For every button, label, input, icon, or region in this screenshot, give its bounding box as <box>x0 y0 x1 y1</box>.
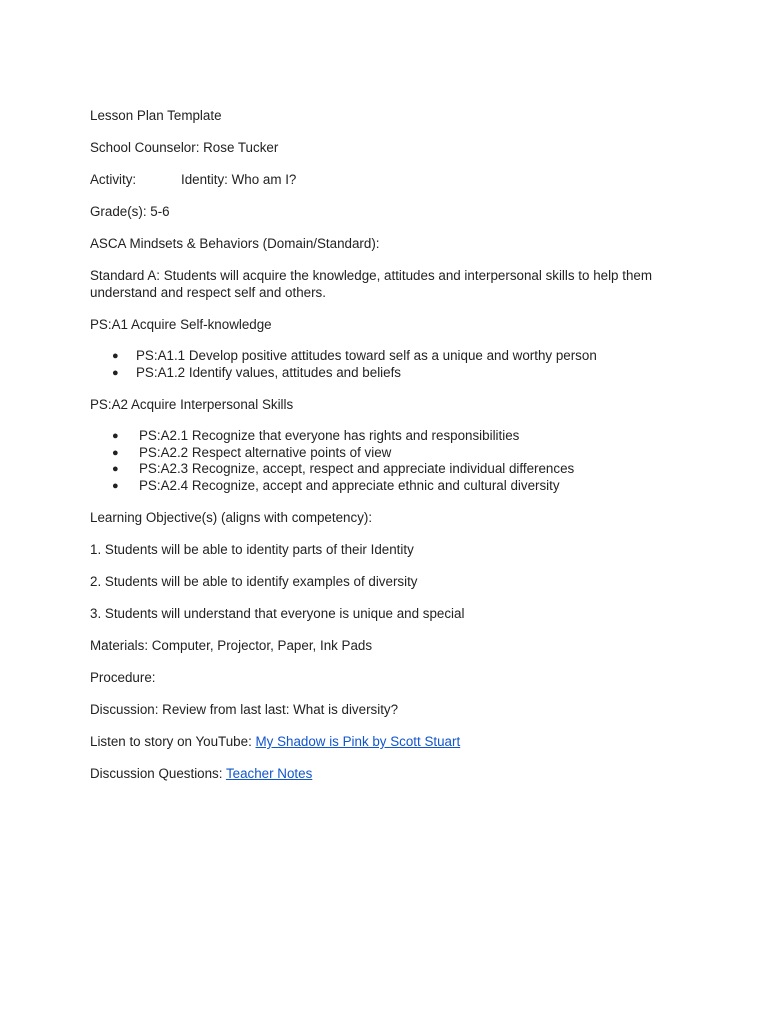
activity-line <box>90 171 690 188</box>
objective-item: 3. Students will understand that everyone is unique and special <box>90 606 465 621</box>
listen-prefix: Listen to story on YouTube: <box>90 734 256 749</box>
grades-line: Grade(s): 5-6 <box>90 204 170 219</box>
list-item-text: PS:A2.4 Recognize, accept and appreciate ethnic and cultural diversity <box>139 477 560 493</box>
standard-a-paragraph: Standard A: Students will acquire the knowledge, attitudes and interpersonal skills to help them understand and respect self and others. <box>90 268 652 300</box>
youtube-story-link[interactable]: My Shadow is Pink by Scott Stuart <box>255 734 461 749</box>
document-title: Lesson Plan Template <box>90 108 222 123</box>
list-item <box>90 365 690 382</box>
psa2-heading: PS:A2 Acquire Interpersonal Skills <box>90 397 294 412</box>
list-item-text: PS:A2.1 Recognize that everyone has rights and responsibilities <box>139 428 520 443</box>
psa1-heading: PS:A1 Acquire Self-knowledge <box>90 317 272 332</box>
objective-item: 2. Students will be able to identify examples of diversity <box>90 574 418 589</box>
questions-prefix: Discussion Questions: <box>90 766 226 781</box>
bullet-icon: ● <box>112 463 119 475</box>
objectives-heading: Learning Objective(s) (aligns with competency): <box>90 510 373 525</box>
bullet-icon: ● <box>112 366 119 379</box>
bullet-icon: ● <box>112 446 119 459</box>
list-item <box>90 461 690 478</box>
discussion-line: Discussion: Review from last last: What is diversity? <box>90 702 399 717</box>
activity-value: Identity: Who am I? <box>181 172 297 187</box>
materials-line: Materials: Computer, Projector, Paper, Ink Pads <box>90 638 373 653</box>
document-page <box>90 107 690 782</box>
objective-item: 1. Students will be able to identity parts of their Identity <box>90 542 414 557</box>
list-item-text: PS:A2.2 Respect alternative points of view <box>139 444 392 460</box>
list-item <box>90 445 690 462</box>
questions-line <box>90 765 690 782</box>
list-item <box>90 478 690 495</box>
psa2-list <box>90 428 690 494</box>
psa1-list <box>90 348 690 381</box>
counselor-line: School Counselor: Rose Tucker <box>90 140 279 155</box>
bullet-icon: ● <box>112 479 119 492</box>
list-item-text: PS:A1.2 Identify values, attitudes and beliefs <box>136 364 402 380</box>
teacher-notes-link[interactable]: Teacher Notes <box>225 766 313 781</box>
list-item <box>90 428 690 445</box>
listen-line <box>90 733 690 750</box>
list-item-text: PS:A1.1 Develop positive attitudes toward self as a unique and worthy person <box>136 348 597 363</box>
activity-label: Activity: <box>90 172 137 187</box>
bullet-icon: ● <box>112 430 119 442</box>
list-item <box>90 348 690 365</box>
bullet-icon: ● <box>112 350 119 362</box>
list-item-text: PS:A2.3 Recognize, accept, respect and appreciate individual differences <box>139 461 575 476</box>
asca-heading: ASCA Mindsets & Behaviors (Domain/Standard): <box>90 236 380 251</box>
procedure-heading: Procedure: <box>90 670 156 685</box>
